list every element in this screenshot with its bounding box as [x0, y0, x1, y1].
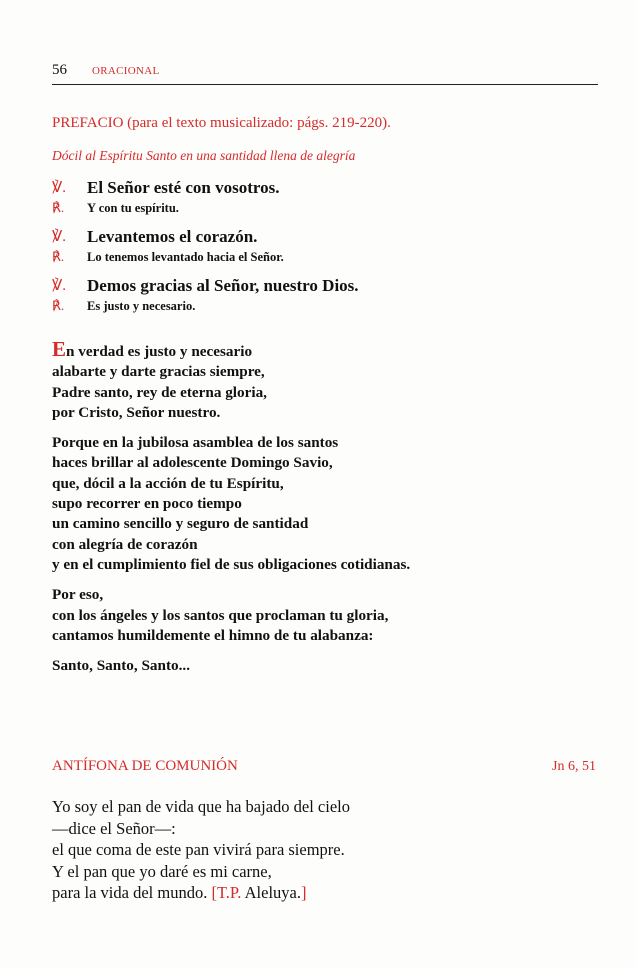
preface-paragraph [52, 656, 612, 676]
versicle-symbol: ℣. [52, 278, 67, 294]
page-header [52, 62, 598, 85]
preface-line: Porque en la jubilosa asamblea de los santos [52, 434, 339, 452]
preface-line: con alegría de corazón [52, 535, 198, 553]
preface-line: En verdad es justo y necesario [52, 337, 253, 361]
versicle-text: El Señor esté con vosotros. [87, 178, 280, 197]
antiphon-line: el que coma de este pan vivirá para siempre. [52, 840, 345, 859]
preface-paragraph [52, 337, 612, 423]
response-symbol: ℟. [52, 249, 65, 264]
antiphon-line: —dice el Señor—: [52, 818, 176, 838]
drop-cap: E [52, 337, 67, 361]
versicle-symbol: ℣. [52, 229, 67, 245]
response-text: Y con tu espíritu. [87, 201, 179, 215]
preface-line: haces brillar al adolescente Domingo Savio, [52, 454, 333, 472]
preface-line: alabarte y darte gracias siempre, [52, 363, 265, 381]
running-title: ORACIONAL [92, 65, 160, 77]
versicle-text: Levantemos el corazón. [87, 227, 258, 246]
alleluia-text: Aleluya. [244, 883, 301, 902]
versicle-symbol: ℣. [52, 180, 67, 196]
preface-line: cantamos humildemente el himno de tu alabanza: [52, 626, 374, 644]
preface-dialogue [52, 178, 592, 321]
versicle-text: Demos gracias al Señor, nuestro Dios. [87, 276, 359, 295]
antiphon-line: Yo soy el pan de vida que ha bajado del cielo [52, 797, 350, 816]
page-number: 56 [52, 62, 67, 78]
preface-line: que, dócil a la acción de tu Espíritu, [52, 474, 284, 492]
communion-title: ANTÍFONA DE COMUNIÓN [52, 758, 238, 774]
paschal-time-note: [T.P. [211, 883, 245, 902]
dialogue-response [52, 199, 592, 223]
preface-line: supo recorrer en poco tiempo [52, 495, 242, 513]
antiphon-line: Y el pan que yo daré es mi carne, [52, 861, 272, 881]
communion-antiphon [52, 796, 592, 904]
preface-line: un camino sencillo y seguro de santidad [52, 515, 309, 533]
response-symbol: ℟. [52, 200, 65, 215]
preface-text [52, 337, 612, 686]
antiphon-line: para la vida del mundo. [T.P. Aleluya.] [52, 883, 307, 902]
preface-line: Por eso, [52, 586, 104, 604]
preface-line: Padre santo, rey de eterna gloria, [52, 383, 267, 401]
response-symbol: ℟. [52, 298, 65, 313]
preface-line: y en el cumplimiento fiel de sus obligaciones cotidianas. [52, 555, 411, 573]
dialogue-response [52, 297, 592, 321]
dialogue-versicle [52, 178, 592, 199]
preface-line: Santo, Santo, Santo... [52, 657, 190, 675]
paschal-time-close: ] [300, 883, 307, 902]
preface-paragraph [52, 585, 612, 646]
dialogue-versicle [52, 227, 592, 248]
preface-paragraph [52, 433, 612, 575]
preface-title: PREFACIO (para el texto musicalizado: págs. 219-220). [52, 115, 391, 131]
preface-line: con los ángeles y los santos que proclaman tu gloria, [52, 606, 389, 624]
dialogue-versicle [52, 276, 592, 297]
dialogue-response [52, 248, 592, 272]
response-text: Es justo y necesario. [87, 299, 196, 313]
preface-subtitle: Dócil al Espíritu Santo en una santidad llena de alegría [52, 148, 356, 163]
response-text: Lo tenemos levantado hacia el Señor. [87, 250, 284, 264]
preface-line: por Cristo, Señor nuestro. [52, 403, 221, 421]
scripture-reference: Jn 6, 51 [552, 759, 596, 774]
